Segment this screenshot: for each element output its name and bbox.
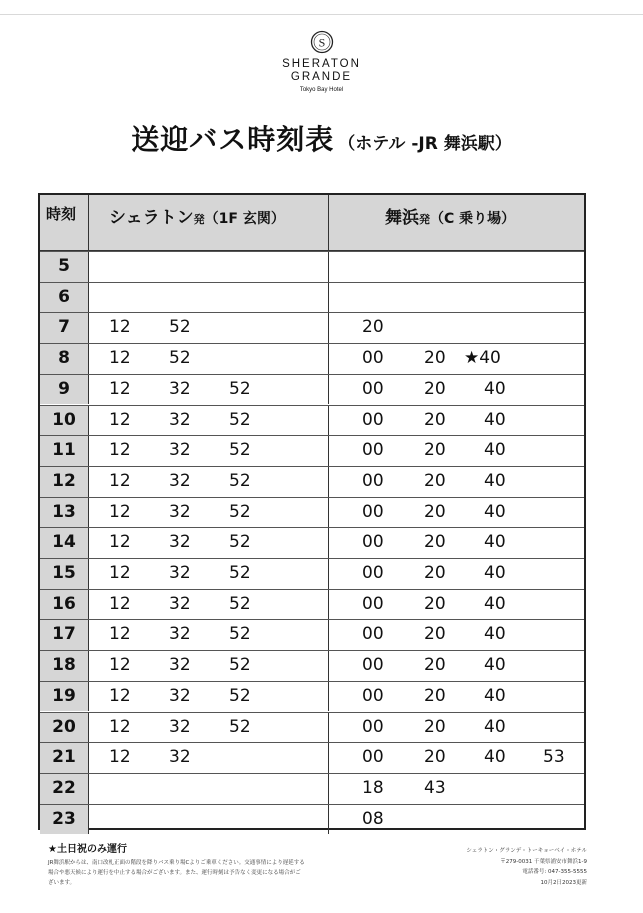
maihama-time: 40	[484, 747, 506, 768]
maihama-time: 20	[424, 624, 446, 645]
table-row	[40, 619, 584, 650]
maihama-time: 20	[424, 470, 446, 491]
table-row	[40, 312, 584, 343]
hour-cell: 12	[40, 467, 89, 497]
table-row	[40, 251, 584, 282]
maihama-departures	[329, 467, 584, 497]
sheraton-time: 52	[229, 532, 251, 553]
footer-body-line3: ざいます。	[48, 880, 76, 886]
maihama-time: 43	[424, 777, 446, 798]
maihama-time: 00	[362, 685, 384, 706]
sheraton-time: 12	[109, 440, 131, 461]
brand-line1: SHERATON	[282, 58, 361, 70]
hour-cell: 17	[40, 620, 89, 650]
maihama-time: 40	[484, 593, 506, 614]
maihama-departures	[329, 252, 584, 282]
hour-cell: 9	[40, 375, 89, 405]
footer-phone: 電話番号: 047-355-5555	[522, 869, 587, 875]
maihama-time: 20	[424, 348, 446, 369]
title-sub: （ホテル -JR 舞浜駅）	[338, 134, 512, 154]
header-time	[40, 195, 89, 251]
hour-cell: 11	[40, 436, 89, 466]
maihama-time: 40	[484, 532, 506, 553]
sheraton-departures	[89, 590, 329, 620]
maihama-time: 20	[424, 501, 446, 522]
hour-cell: 21	[40, 743, 89, 773]
sheraton-time: 52	[229, 440, 251, 461]
sheraton-emblem-icon	[310, 30, 334, 54]
table-row	[40, 742, 584, 773]
header-maihama	[329, 195, 584, 251]
header-maihama-name: 舞浜	[385, 208, 419, 228]
page-title	[0, 118, 643, 158]
table-row	[40, 497, 584, 528]
maihama-time: 00	[362, 563, 384, 583]
maihama-time: 40	[484, 378, 506, 399]
header-sheraton-suffix: 発	[193, 213, 205, 226]
table-row	[40, 558, 584, 589]
maihama-time: 53	[543, 747, 565, 768]
sheraton-time: 32	[169, 563, 191, 583]
sheraton-time: 52	[229, 655, 251, 676]
footer-hotel-info	[466, 846, 587, 888]
maihama-departures	[329, 774, 584, 804]
sheraton-time: 52	[229, 470, 251, 491]
sheraton-time: 12	[109, 593, 131, 614]
sheraton-time: 32	[169, 747, 191, 768]
header-maihama-label	[385, 203, 515, 228]
table-row	[40, 712, 584, 743]
sheraton-departures	[89, 743, 329, 773]
footer-address: 〒279-0031 千葉県浦安市舞浜1-9	[500, 858, 587, 865]
sheraton-time: 52	[229, 501, 251, 522]
sheraton-time: 12	[109, 409, 131, 430]
header-sheraton-label	[109, 203, 285, 228]
maihama-departures	[329, 344, 584, 374]
header-sheraton	[89, 195, 329, 251]
maihama-departures	[329, 805, 584, 835]
maihama-time: 40	[484, 685, 506, 706]
sheraton-time: 12	[109, 470, 131, 491]
sheraton-time: 32	[169, 409, 191, 430]
sheraton-time: 32	[169, 716, 191, 737]
table-row	[40, 343, 584, 374]
maihama-departures	[329, 620, 584, 650]
maihama-time: 00	[362, 593, 384, 614]
hour-cell: 14	[40, 528, 89, 558]
maihama-time: 40	[484, 440, 506, 461]
maihama-departures	[329, 743, 584, 773]
sheraton-time: 32	[169, 470, 191, 491]
sheraton-time: 12	[109, 563, 131, 583]
sheraton-time: 32	[169, 685, 191, 706]
sheraton-time: 32	[169, 440, 191, 461]
sheraton-departures	[89, 436, 329, 466]
maihama-time: 20	[424, 685, 446, 706]
maihama-time: 20	[424, 563, 446, 583]
maihama-time: 20	[424, 440, 446, 461]
maihama-departures	[329, 590, 584, 620]
top-divider	[0, 14, 643, 15]
sheraton-time: 32	[169, 378, 191, 399]
sheraton-time: 52	[229, 378, 251, 399]
table-row	[40, 650, 584, 681]
sheraton-departures	[89, 344, 329, 374]
maihama-time: 40	[484, 563, 506, 583]
maihama-time: 00	[362, 501, 384, 522]
maihama-time: 20	[424, 409, 446, 430]
maihama-time: 18	[362, 777, 384, 798]
maihama-time: 00	[362, 440, 384, 461]
header-time-label: 時刻	[46, 205, 77, 223]
sheraton-time: 32	[169, 593, 191, 614]
hour-cell: 23	[40, 805, 89, 835]
hour-cell: 16	[40, 590, 89, 620]
sheraton-departures	[89, 528, 329, 558]
hour-cell: 13	[40, 498, 89, 528]
brand-line3: Tokyo Bay Hotel	[299, 87, 344, 93]
brand-line2: GRANDE	[290, 71, 353, 83]
sheraton-time: 52	[169, 317, 191, 338]
title-main: 送迎バス時刻表	[131, 123, 335, 156]
sheraton-time: 52	[229, 593, 251, 614]
table-row	[40, 282, 584, 313]
maihama-departures	[329, 283, 584, 313]
sheraton-departures	[89, 559, 329, 589]
header-sheraton-note: （1F 玄関）	[204, 211, 285, 227]
maihama-departures	[329, 682, 584, 712]
maihama-time: 40	[484, 655, 506, 676]
sheraton-time: 12	[109, 501, 131, 522]
maihama-time: 20	[362, 317, 384, 338]
maihama-time: 00	[362, 624, 384, 645]
sheraton-departures	[89, 375, 329, 405]
maihama-time: 20	[424, 655, 446, 676]
sheraton-time: 12	[109, 624, 131, 645]
table-row	[40, 773, 584, 804]
timetable	[38, 193, 586, 830]
maihama-departures	[329, 406, 584, 436]
table-row	[40, 466, 584, 497]
footer-body	[48, 858, 378, 888]
maihama-time: 40	[484, 501, 506, 522]
sheraton-time: 12	[109, 747, 131, 768]
maihama-time: 08	[362, 808, 384, 829]
maihama-departures	[329, 436, 584, 466]
table-row	[40, 374, 584, 405]
sheraton-time: 12	[109, 378, 131, 399]
hour-cell: 18	[40, 651, 89, 681]
hour-cell: 8	[40, 344, 89, 374]
maihama-departures	[329, 375, 584, 405]
sheraton-time: 52	[229, 685, 251, 706]
maihama-departures	[329, 559, 584, 589]
table-row	[40, 589, 584, 620]
maihama-departures	[329, 313, 584, 343]
footer-hotel-name: シェラトン・グランデ・トーキョーベイ・ホテル	[466, 848, 587, 854]
sheraton-time: 52	[229, 624, 251, 645]
maihama-departures	[329, 498, 584, 528]
maihama-time: 20	[424, 593, 446, 614]
sheraton-time: 12	[109, 348, 131, 369]
sheraton-time: 12	[109, 716, 131, 737]
maihama-time: 00	[362, 378, 384, 399]
sheraton-time: 52	[229, 409, 251, 430]
maihama-departures	[329, 713, 584, 743]
header-sheraton-name: シェラトン	[109, 208, 194, 228]
sheraton-departures	[89, 620, 329, 650]
hour-cell: 6	[40, 283, 89, 313]
footer-notes	[48, 840, 378, 888]
table-row	[40, 435, 584, 466]
maihama-departures	[329, 528, 584, 558]
footer-weekend-note: ★土日祝のみ運行	[48, 844, 127, 855]
sheraton-departures	[89, 467, 329, 497]
sheraton-departures	[89, 406, 329, 436]
sheraton-time: 32	[169, 532, 191, 553]
hour-cell: 22	[40, 774, 89, 804]
maihama-time: 20	[424, 532, 446, 553]
sheraton-departures	[89, 283, 329, 313]
maihama-time: 40	[484, 409, 506, 430]
sheraton-departures	[89, 252, 329, 282]
header-maihama-note: （C 乗り場）	[430, 211, 516, 227]
sheraton-departures	[89, 774, 329, 804]
maihama-time: 40	[484, 716, 506, 737]
sheraton-departures	[89, 651, 329, 681]
hour-cell: 10	[40, 406, 89, 436]
hotel-logo	[0, 30, 643, 94]
maihama-time: 00	[362, 532, 384, 553]
sheraton-time: 52	[229, 563, 251, 583]
sheraton-time: 12	[109, 655, 131, 676]
sheraton-time: 12	[109, 685, 131, 706]
header-maihama-suffix: 発	[419, 213, 430, 226]
maihama-time: 00	[362, 716, 384, 737]
hour-cell: 15	[40, 559, 89, 589]
svg-text:S: S	[318, 35, 325, 50]
table-row	[40, 405, 584, 436]
maihama-departures	[329, 651, 584, 681]
maihama-time: 40	[484, 470, 506, 491]
sheraton-time: 52	[229, 716, 251, 737]
footer-body-line1: JR舞浜駅からは、南口改札正面の階段を降りバス乗り場Cよりご乗車ください。交通事情により遅延する	[48, 860, 305, 866]
maihama-time: 00	[362, 348, 384, 369]
maihama-time: 00	[362, 655, 384, 676]
footer-body-line2: 場合や悪天候により運行を中止する場合がございます。また、運行時刻は予告なく変更になる場合がご	[48, 870, 301, 876]
sheraton-departures	[89, 805, 329, 835]
maihama-time: ★40	[464, 348, 501, 369]
sheraton-departures	[89, 313, 329, 343]
maihama-time: 00	[362, 409, 384, 430]
table-row	[40, 681, 584, 712]
table-row	[40, 804, 584, 835]
sheraton-time: 12	[109, 317, 131, 338]
sheraton-time: 32	[169, 501, 191, 522]
footer-updated: 10月2日2023更新	[540, 879, 587, 886]
sheraton-time: 32	[169, 624, 191, 645]
maihama-time: 00	[362, 470, 384, 491]
sheraton-departures	[89, 713, 329, 743]
maihama-time: 20	[424, 716, 446, 737]
maihama-time: 20	[424, 378, 446, 399]
sheraton-time: 12	[109, 532, 131, 553]
maihama-time: 40	[484, 624, 506, 645]
hour-cell: 20	[40, 713, 89, 743]
hour-cell: 19	[40, 682, 89, 712]
hour-cell: 7	[40, 313, 89, 343]
maihama-time: 20	[424, 747, 446, 768]
sheraton-time: 32	[169, 655, 191, 676]
sheraton-departures	[89, 682, 329, 712]
sheraton-time: 52	[169, 348, 191, 369]
table-row	[40, 527, 584, 558]
maihama-time: 00	[362, 747, 384, 768]
sheraton-departures	[89, 498, 329, 528]
hour-cell: 5	[40, 252, 89, 282]
